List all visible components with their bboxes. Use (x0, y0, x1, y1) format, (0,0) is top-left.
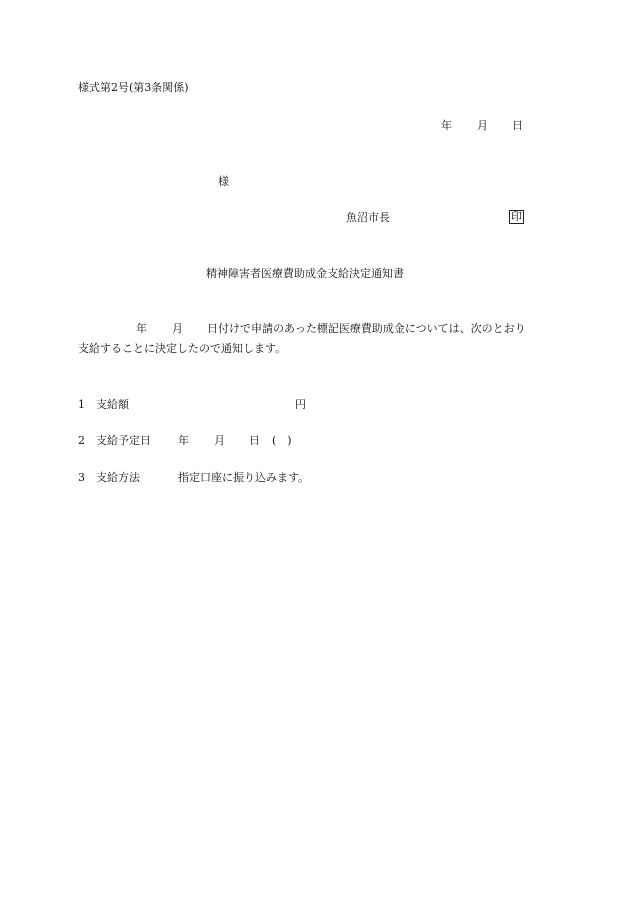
item-2-year-label: 年 (178, 434, 189, 447)
issuer-name: 魚沼市長 (346, 211, 390, 224)
body-year-label: 年 (136, 322, 147, 335)
seal-mark (509, 210, 524, 224)
item-1-unit: 円 (295, 398, 306, 411)
item-2-day-label: 日 (249, 434, 260, 447)
item-3-number: 3 (78, 471, 85, 484)
date-year-label: 年 (441, 119, 452, 132)
item-2-weekday-blank: ( ) (272, 434, 292, 447)
item-2-number: 2 (78, 434, 85, 447)
document-title: 精神障害者医療費助成金支給決定通知書 (206, 267, 404, 280)
date-month-label: 月 (477, 119, 488, 132)
recipient-suffix: 様 (218, 175, 229, 188)
body-month-label: 月 (172, 322, 183, 335)
item-1-number: 1 (78, 398, 85, 411)
item-3-value: 指定口座に振り込みます。 (178, 471, 310, 484)
item-1-label: 支給額 (96, 398, 129, 411)
item-3-label: 支給方法 (96, 471, 140, 484)
form-number-label: 様式第2号(第3条関係) (78, 81, 189, 94)
item-2-label: 支給予定日 (96, 434, 151, 447)
body-line-1: 日付けで申請のあった標記医療費助成金については、次のとおり (207, 322, 526, 335)
item-2-month-label: 月 (214, 434, 225, 447)
body-line-2: 支給することに決定したので通知します。 (78, 342, 287, 355)
seal-label: 印 (511, 210, 522, 223)
date-day-label: 日 (512, 119, 523, 132)
